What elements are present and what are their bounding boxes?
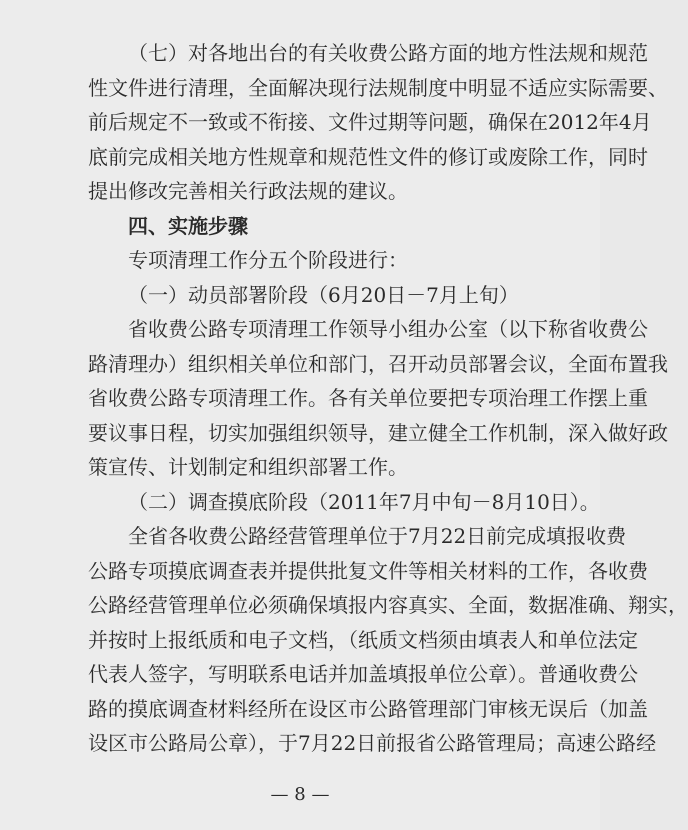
subsection-heading: （一）动员部署阶段（6月20日－7月上旬） <box>128 282 519 307</box>
subsection-heading: （二）调查摸底阶段（2011年7月中旬－8月10日）。 <box>128 489 600 514</box>
text-line: 路的摸底调查材料经所在设区市公路管理部门审核无误后（加盖 <box>88 696 648 721</box>
text-line: 路清理办）组织相关单位和部门，召开动员部署会议，全面布置我 <box>88 351 668 376</box>
document-body <box>88 36 688 761</box>
text-line: 省收费公路专项清理工作领导小组办公室（以下称省收费公 <box>128 317 648 341</box>
text-line: 公路专项摸底调查表并提供批复文件等相关材料的工作，各收费 <box>88 558 648 583</box>
text-line: 底前完成相关地方性规章和规范性文件的修订或废除工作，同时 <box>88 144 648 169</box>
text-line: 省收费公路专项清理工作。各有关单位要把专项治理工作摆上重 <box>88 386 648 410</box>
text-line: 公路经营管理单位必须确保填报内容真实、全面，数据准确、翔实， <box>88 593 688 617</box>
section-heading: 四、实施步骤 <box>128 213 248 238</box>
text-line: （七）对各地出台的有关收费公路方面的地方性法规和规范 <box>128 41 648 65</box>
text-line: 专项清理工作分五个阶段进行： <box>128 248 408 272</box>
text-line: 策宣传、计划制定和组织部署工作。 <box>88 455 408 479</box>
text-line: 设区市公路局公章），于7月22日前报省公路管理局；高速公路经 <box>88 731 657 755</box>
text-line: 代表人签字，写明联系电话并加盖填报单位公章）。普通收费公 <box>88 662 638 686</box>
text-line: 前后规定不一致或不衔接、文件过期等问题，确保在2012年4月 <box>88 110 652 134</box>
text-line: 要议事日程，切实加强组织领导，建立健全工作机制，深入做好政 <box>88 420 668 445</box>
text-line: 提出修改完善相关行政法规的建议。 <box>88 179 408 203</box>
text-line: 性文件进行清理，全面解决现行法规制度中明显不适应实际需要、 <box>88 75 668 100</box>
text-line: 并按时上报纸质和电子文档，（纸质文档须由填表人和单位法定 <box>88 627 638 652</box>
text-line: 全省各收费公路经营管理单位于7月22日前完成填报收费 <box>128 524 627 548</box>
page-number: — 8 — <box>270 784 330 805</box>
